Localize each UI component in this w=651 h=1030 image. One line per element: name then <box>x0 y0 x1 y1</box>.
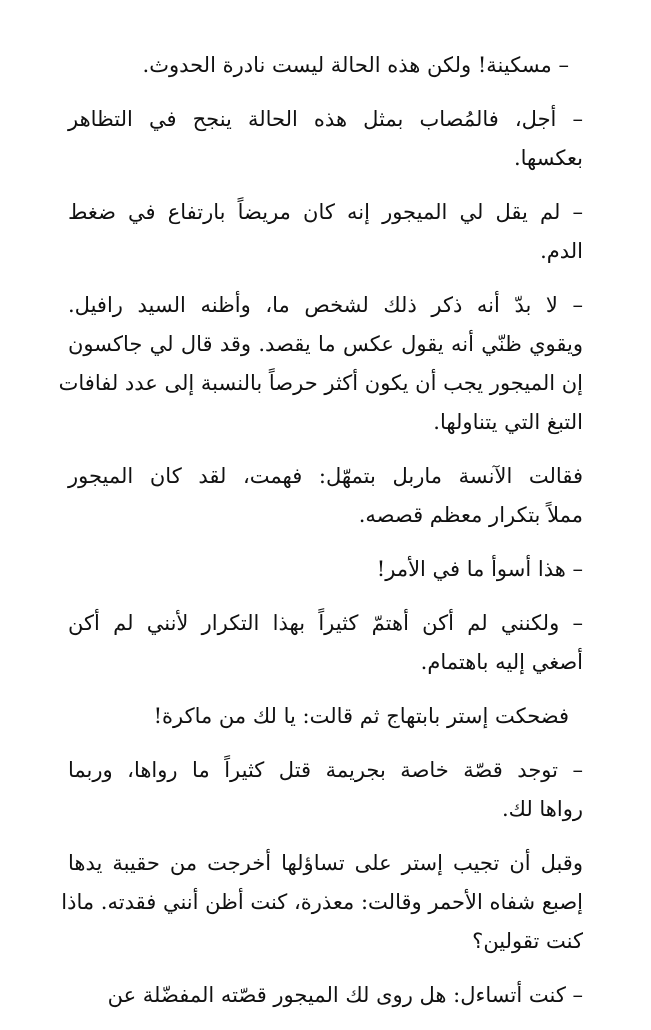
text-line: – مسكينة! ولكن هذه الحالة ليست نادرة الحدوث. <box>142 53 569 77</box>
text-line: التبغ التي يتناولها. <box>433 410 583 434</box>
text-line: – هذا أسوأ ما في الأمر! <box>376 557 583 581</box>
paragraph-6 <box>68 550 583 589</box>
text-line: فضحكت إستر بابتهاج ثم قالت: يا لك من ماكرة! <box>153 704 569 728</box>
paragraph-5 <box>68 457 583 535</box>
paragraph-9 <box>68 751 583 829</box>
text-line: أصغي إليه باهتمام. <box>420 650 583 674</box>
text-line: – ولكنني لم أكن أهتمّ كثيراً بهذا التكرار لأنني لم أكن <box>68 611 583 635</box>
paragraph-7 <box>68 604 583 682</box>
text-line: الدم. <box>540 239 583 263</box>
text-line: – أجل، فالمُصاب بمثل هذه الحالة ينجح في التظاهر <box>68 107 583 131</box>
paragraph-3 <box>68 193 583 271</box>
text-line: إصبع شفاه الأحمر وقالت: معذرة، كنت أظن أنني فقدته. ماذا <box>61 890 583 914</box>
paragraph-4 <box>58 286 583 442</box>
text-line: إن الميجور يجب أن يكون أكثر حرصاً بالنسبة إلى عدد لفافات <box>58 371 583 395</box>
paragraph-2 <box>68 100 583 178</box>
paragraph-8 <box>68 697 583 736</box>
paragraph-11 <box>68 976 583 1015</box>
text-line: بعكسها. <box>513 146 583 170</box>
text-line: – لم يقل لي الميجور إنه كان مريضاً بارتفاع في ضغط <box>68 200 583 224</box>
book-page <box>58 46 583 1030</box>
text-line: ويقوي ظنّي أنه يقول عكس ما يقصد. وقد قال لي جاكسون <box>68 332 583 356</box>
text-line: رواها لك. <box>501 797 583 821</box>
text-line: وقبل أن تجيب إستر على تساؤلها أخرجت من حقيبة يدها <box>68 851 583 875</box>
text-line: فقالت الآنسة ماربل بتمهّل: فهمت، لقد كان الميجور <box>68 464 583 488</box>
paragraph-1 <box>68 46 583 85</box>
text-line: – كنت أتساءل: هل روى لك الميجور قصّته المفضّلة عن <box>107 983 583 1007</box>
text-line: كنت تقولين؟ <box>472 929 583 953</box>
paragraph-10 <box>61 844 583 961</box>
text-line: – لا بدّ أنه ذكر ذلك لشخص ما، وأظنه السيد رافيل. <box>68 293 583 317</box>
text-line: مملاً بتكرار معظم قصصه. <box>358 503 583 527</box>
text-line: – توجد قصّة خاصة بجريمة قتل كثيراً ما رواها، وربما <box>68 758 583 782</box>
